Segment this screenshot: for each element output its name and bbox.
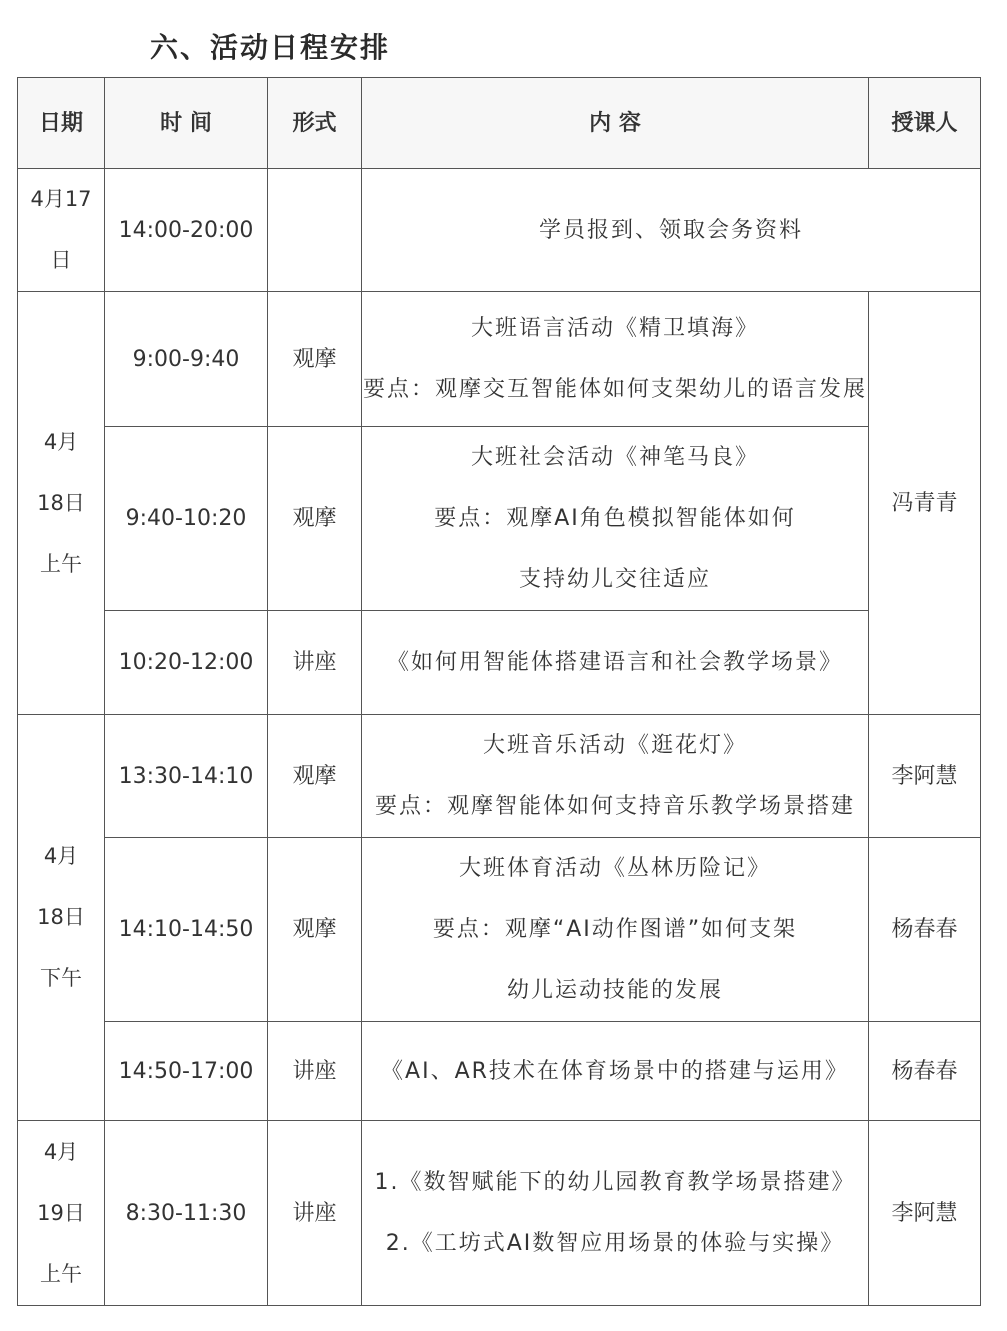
form-cell: 观摩 [268, 715, 362, 838]
content-cell: 学员报到、领取会务资料 [362, 169, 981, 292]
form-cell: 讲座 [268, 1121, 362, 1306]
header-date: 日期 [18, 78, 105, 169]
date-cell: 4月 19日 上午 [18, 1121, 105, 1306]
form-cell: 观摩 [268, 427, 362, 611]
table-row [18, 169, 981, 292]
form-cell: 讲座 [268, 1022, 362, 1121]
lecturer-cell: 李阿慧 [869, 1121, 981, 1306]
form-cell: 观摩 [268, 838, 362, 1022]
content-cell: 大班社会活动《神笔马良》 要点：观摩AI角色模拟智能体如何 支持幼儿交往适应 [362, 427, 869, 611]
header-form: 形式 [268, 78, 362, 169]
lecturer-cell: 冯青青 [869, 292, 981, 715]
form-cell [268, 169, 362, 292]
time-cell: 9:40-10:20 [105, 427, 268, 611]
table-row [18, 427, 981, 611]
content-cell: 大班音乐活动《逛花灯》 要点：观摩智能体如何支持音乐教学场景搭建 [362, 715, 869, 838]
date-cell: 4月 18日 下午 [18, 715, 105, 1121]
content-cell: 《AI、AR技术在体育场景中的搭建与运用》 [362, 1022, 869, 1121]
time-cell: 8:30-11:30 [105, 1121, 268, 1306]
lecturer-cell: 杨春春 [869, 1022, 981, 1121]
content-cell: 《如何用智能体搭建语言和社会教学场景》 [362, 611, 869, 715]
time-cell: 14:50-17:00 [105, 1022, 268, 1121]
table-row [18, 292, 981, 427]
schedule-table [17, 77, 981, 1306]
table-row [18, 715, 981, 838]
content-cell: 大班体育活动《丛林历险记》 要点：观摩“AI动作图谱”如何支架 幼儿运动技能的发展 [362, 838, 869, 1022]
time-cell: 13:30-14:10 [105, 715, 268, 838]
form-cell: 讲座 [268, 611, 362, 715]
section-title: 六、活动日程安排 [150, 31, 391, 64]
lecturer-cell: 李阿慧 [869, 715, 981, 838]
date-cell: 4月 18日 上午 [18, 292, 105, 715]
content-cell: 大班语言活动《精卫填海》 要点：观摩交互智能体如何支架幼儿的语言发展 [362, 292, 869, 427]
header-time: 时 间 [105, 78, 268, 169]
table-row [18, 1022, 981, 1121]
time-cell: 14:00-20:00 [105, 169, 268, 292]
date-cell: 4月17 日 [18, 169, 105, 292]
time-cell: 14:10-14:50 [105, 838, 268, 1022]
lecturer-cell: 杨春春 [869, 838, 981, 1022]
table-row [18, 1121, 981, 1306]
header-content: 内 容 [362, 78, 869, 169]
form-cell: 观摩 [268, 292, 362, 427]
header-row [18, 78, 981, 169]
header-lecturer: 授课人 [869, 78, 981, 169]
time-cell: 10:20-12:00 [105, 611, 268, 715]
time-cell: 9:00-9:40 [105, 292, 268, 427]
table-row [18, 611, 981, 715]
content-cell: 1.《数智赋能下的幼儿园教育教学场景搭建》 2.《工坊式AI数智应用场景的体验与实操》 [362, 1121, 869, 1306]
table-row [18, 838, 981, 1022]
